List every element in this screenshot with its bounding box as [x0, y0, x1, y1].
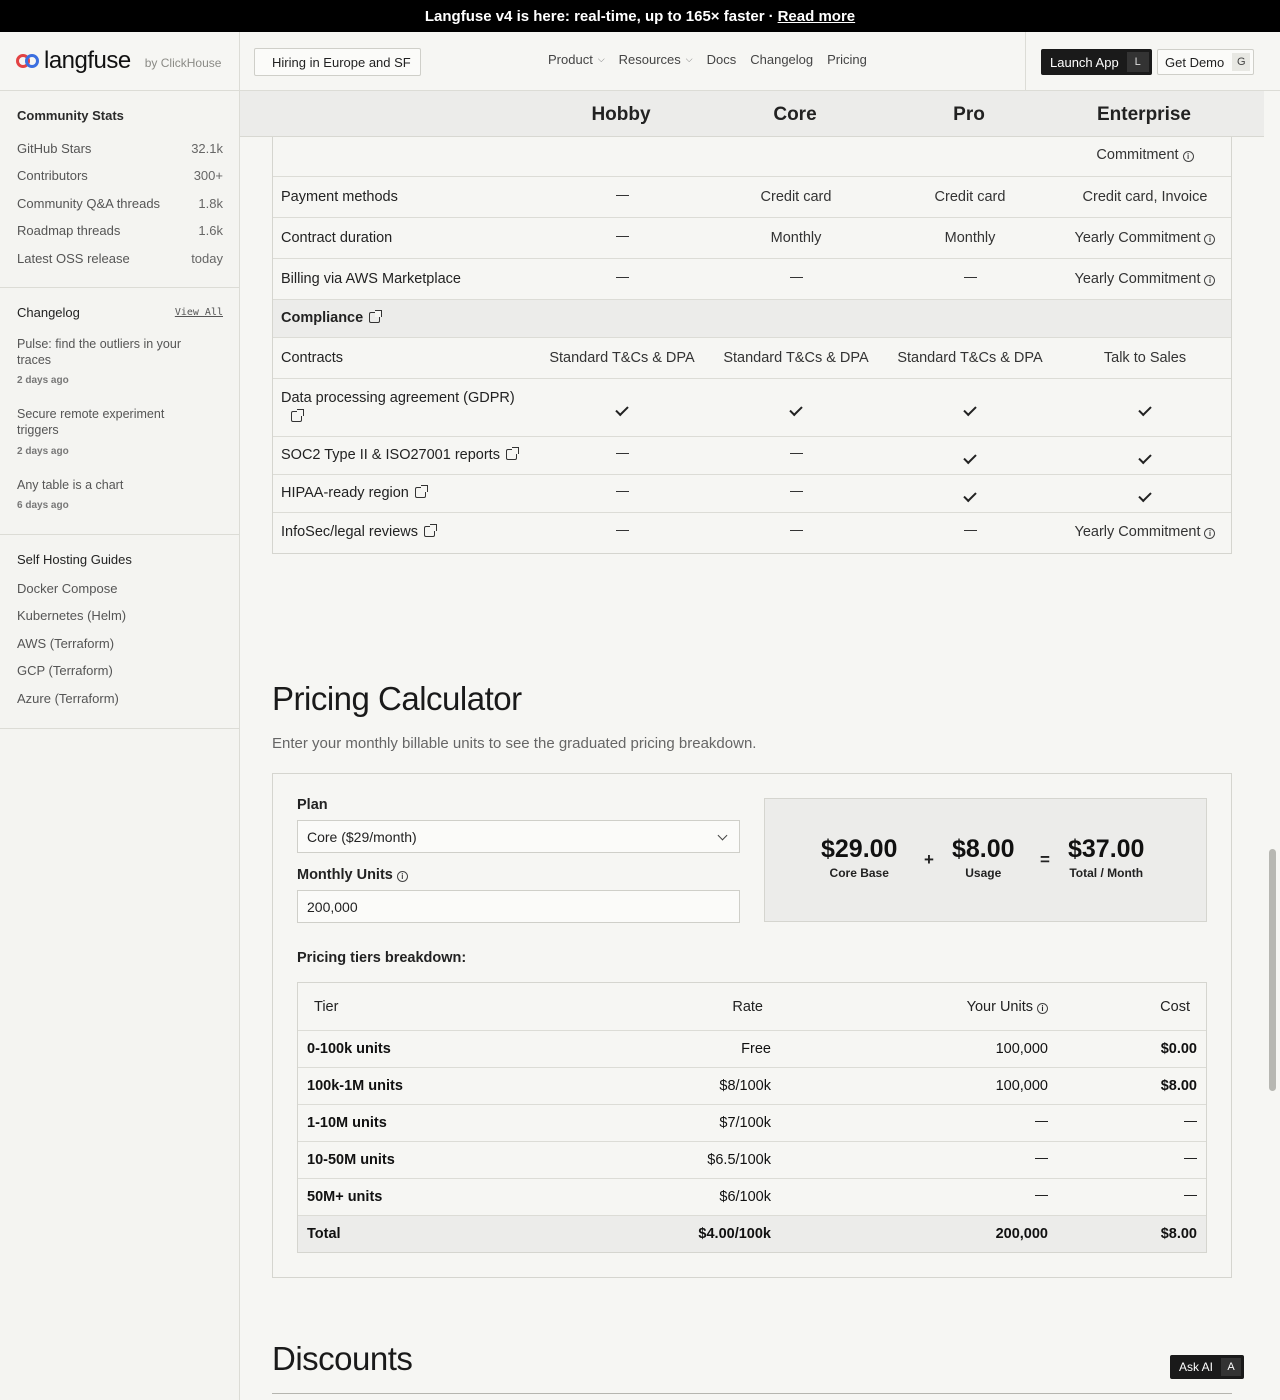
plan-header-row — [240, 91, 1264, 137]
cell: Credit card — [760, 189, 832, 205]
external-link-icon — [415, 487, 426, 498]
table-row: 0-100k units Free 100,000 $0.00 — [298, 1031, 1206, 1068]
plus-sign: + — [924, 850, 934, 869]
banner-text: Langfuse v4 is here: real-time, up to 165× faster — [424, 7, 765, 25]
dash-cell — [709, 524, 883, 540]
stat-row[interactable]: Contributors 300+ — [17, 168, 223, 183]
logo-by: by ClickHouse — [144, 56, 222, 70]
plan-pro: Pro — [953, 104, 985, 125]
guide-link[interactable]: Docker Compose — [17, 581, 118, 596]
dash-icon — [616, 236, 629, 238]
pricing-calculator — [272, 773, 1232, 1278]
ask-ai-button[interactable]: Ask AI A — [1170, 1355, 1244, 1379]
changelog-item[interactable]: Secure remote experiment triggers — [17, 407, 165, 437]
external-link-icon — [506, 449, 517, 460]
check-cell — [1058, 487, 1232, 503]
check-cell — [709, 401, 883, 417]
table-row: 10-50M units $6.5/100k — [298, 1142, 1206, 1179]
calculator-title: Pricing Calculator — [272, 680, 522, 717]
view-all-link[interactable]: View All — [174, 307, 223, 318]
get-demo-button[interactable]: Get Demo G — [1157, 49, 1254, 75]
table-row — [273, 137, 1231, 177]
dash-icon — [616, 530, 629, 532]
dash-cell — [535, 447, 709, 463]
chevron-down-icon: ⌵ — [597, 54, 605, 64]
check-cell — [535, 401, 709, 417]
cell — [883, 271, 1057, 287]
dash-icon — [1184, 1121, 1197, 1123]
read-more-link[interactable]: Read more — [777, 7, 856, 25]
dash-cell — [535, 524, 709, 540]
dash-icon — [1184, 1158, 1197, 1160]
info-icon[interactable]: i — [1204, 528, 1215, 539]
cell: Credit card — [934, 189, 1006, 205]
check-icon — [963, 403, 976, 416]
cell: Talk to Sales — [1103, 350, 1187, 366]
external-link-icon — [291, 411, 302, 422]
dash-icon — [616, 195, 629, 197]
check-icon — [963, 489, 976, 502]
external-link-icon — [424, 526, 435, 537]
logo-text: langfuse — [44, 47, 131, 74]
table-row — [273, 177, 1231, 218]
langfuse-logo-icon — [16, 50, 40, 72]
stat-row[interactable]: Latest OSS release today — [17, 251, 223, 266]
base-price: $29.00 Core Base — [821, 835, 898, 880]
tiers-table — [297, 982, 1207, 1253]
cell: Yearly Commitment i — [1058, 230, 1232, 246]
guide-link[interactable]: Azure (Terraform) — [17, 691, 119, 706]
stat-row[interactable]: GitHub Stars 32.1k — [17, 141, 223, 156]
dash-icon — [616, 491, 629, 493]
discounts-title: Discounts — [272, 1340, 413, 1377]
plan-core: Core — [773, 104, 817, 125]
dash-cell — [709, 447, 883, 463]
plan-hobby: Hobby — [591, 104, 651, 125]
hiring-button[interactable]: Hiring in Europe and SF — [254, 48, 421, 76]
changelog-panel — [0, 288, 239, 535]
dash-icon — [964, 530, 977, 532]
dash-icon — [1035, 1195, 1048, 1197]
table-row — [273, 513, 1231, 553]
info-icon[interactable]: i — [1037, 1003, 1048, 1014]
changelog-date: 6 days ago — [17, 500, 69, 511]
row-label[interactable]: SOC2 Type II & ISO27001 reports — [281, 447, 517, 463]
page-scrollbar[interactable] — [1269, 849, 1276, 1091]
dash-icon — [790, 453, 803, 455]
row-label: Contracts — [281, 350, 344, 366]
nav-resources[interactable]: Resources ⌵ — [618, 52, 693, 67]
self-hosting-panel — [0, 535, 239, 729]
cell: Standard T&Cs & DPA — [897, 350, 1043, 366]
changelog-date: 2 days ago — [17, 446, 69, 457]
check-icon — [1138, 489, 1151, 502]
total-price: $37.00 Total / Month — [1068, 835, 1145, 880]
dash-cell — [709, 485, 883, 501]
cell — [709, 271, 883, 287]
header-divider — [239, 32, 240, 91]
table-header: Tier Rate Your Units i Cost — [298, 983, 1206, 1031]
community-stats-title: Community Stats — [17, 108, 124, 123]
cell: Commitment i — [1058, 147, 1232, 163]
monthly-units-label: Monthly Units i — [297, 867, 408, 883]
table-row — [273, 259, 1231, 300]
cell — [535, 271, 709, 287]
info-icon[interactable]: i — [397, 871, 408, 882]
changelog-item[interactable]: Pulse: find the outliers in your traces — [17, 337, 181, 367]
feature-table — [272, 137, 1232, 554]
discounts-table-top — [272, 1393, 1232, 1400]
ask-ai-shortcut: A — [1221, 1358, 1241, 1376]
info-icon[interactable]: i — [1204, 234, 1215, 245]
row-label: Billing via AWS Marketplace — [281, 271, 461, 287]
launch-app-button[interactable]: Launch App L — [1041, 49, 1152, 75]
chevron-down-icon: ⌵ — [685, 54, 693, 64]
info-icon[interactable]: i — [1204, 275, 1215, 286]
dash-icon — [964, 277, 977, 279]
info-icon[interactable]: i — [1183, 151, 1194, 162]
row-label[interactable]: InfoSec/legal reviews — [281, 524, 435, 540]
self-hosting-title: Self Hosting Guides — [17, 552, 132, 567]
announcement-banner — [0, 0, 1280, 32]
check-cell — [1058, 449, 1232, 465]
banner-separator: · — [768, 7, 774, 25]
check-icon — [1138, 403, 1151, 416]
chevron-down-icon — [718, 831, 728, 841]
monthly-units-input[interactable]: 200,000 — [297, 890, 740, 923]
nav-product[interactable]: Product ⌵ — [548, 52, 605, 67]
dash-icon — [790, 491, 803, 493]
main-nav — [548, 52, 881, 67]
dash-icon — [1035, 1121, 1048, 1123]
changelog-date: 2 days ago — [17, 375, 69, 386]
dash-cell — [883, 524, 1057, 540]
sidebar — [0, 91, 240, 1400]
dash-icon — [790, 277, 803, 279]
breakdown-title: Pricing tiers breakdown: — [297, 950, 467, 966]
table-row — [273, 437, 1231, 475]
row-label: Payment methods — [281, 189, 398, 205]
changelog-title: Changelog — [17, 305, 80, 320]
plan-enterprise: Enterprise — [1097, 104, 1191, 125]
check-icon — [789, 403, 802, 416]
section-row-compliance — [273, 300, 1231, 338]
nav-pricing[interactable]: Pricing — [827, 52, 867, 67]
table-row — [273, 338, 1231, 379]
cell: Standard T&Cs & DPA — [723, 350, 869, 366]
nav-changelog[interactable]: Changelog — [750, 52, 814, 67]
cell: Credit card, Invoice — [1082, 189, 1208, 205]
pricing-summary — [764, 798, 1207, 922]
plan-select[interactable]: Core ($29/month) — [297, 820, 740, 853]
cell: Standard T&Cs & DPA — [549, 350, 695, 366]
logo[interactable] — [16, 47, 221, 75]
changelog-item[interactable]: Any table is a chart — [17, 478, 124, 492]
demo-shortcut: G — [1232, 53, 1250, 71]
table-row: 100k-1M units $8/100k 100,000 $8.00 — [298, 1068, 1206, 1105]
usage-price: $8.00 Usage — [952, 835, 1015, 880]
check-icon — [963, 451, 976, 464]
row-label[interactable]: HIPAA-ready region — [281, 485, 426, 501]
guide-link[interactable]: Kubernetes (Helm) — [17, 608, 127, 623]
check-icon — [1138, 451, 1151, 464]
launch-shortcut: L — [1127, 52, 1149, 72]
stat-row[interactable]: Community Q&A threads 1.8k — [17, 196, 223, 211]
cell: Yearly Commitment i — [1058, 271, 1232, 287]
cell — [535, 230, 709, 246]
cell: Yearly Commitment i — [1058, 524, 1232, 540]
table-row: 50M+ units $6/100k — [298, 1179, 1206, 1216]
row-label: Contract duration — [281, 230, 393, 246]
dash-icon — [616, 277, 629, 279]
dash-icon — [1035, 1158, 1048, 1160]
dash-icon — [616, 453, 629, 455]
table-row — [273, 379, 1231, 437]
nav-docs[interactable]: Docs — [706, 52, 737, 67]
external-link-icon — [369, 312, 380, 323]
cell: Monthly — [944, 230, 996, 246]
table-row: 1-10M units $7/100k — [298, 1105, 1206, 1142]
check-cell — [883, 449, 1057, 465]
check-cell — [883, 401, 1057, 417]
total-row: Total $4.00/100k 200,000 $8.00 — [298, 1216, 1206, 1252]
equals-sign: = — [1040, 850, 1050, 869]
guide-link[interactable]: AWS (Terraform) — [17, 636, 115, 651]
cell — [535, 189, 709, 205]
header-divider — [1025, 32, 1026, 91]
stat-row[interactable]: Roadmap threads 1.6k — [17, 223, 223, 238]
check-cell — [1058, 401, 1232, 417]
table-row — [273, 218, 1231, 259]
table-row — [273, 475, 1231, 513]
calculator-subtitle: Enter your monthly billable units to see the graduated pricing breakdown. — [272, 735, 757, 752]
check-icon — [615, 403, 628, 416]
dash-cell — [535, 485, 709, 501]
plan-label: Plan — [297, 797, 328, 813]
row-label[interactable]: Data processing agreement (GDPR) — [281, 389, 531, 427]
dash-icon — [790, 530, 803, 532]
dash-icon — [1184, 1195, 1197, 1197]
compliance-title[interactable]: Compliance — [281, 310, 380, 326]
cell: Monthly — [770, 230, 822, 246]
community-stats-panel — [0, 91, 239, 288]
guide-link[interactable]: GCP (Terraform) — [17, 663, 113, 678]
check-cell — [883, 487, 1057, 503]
